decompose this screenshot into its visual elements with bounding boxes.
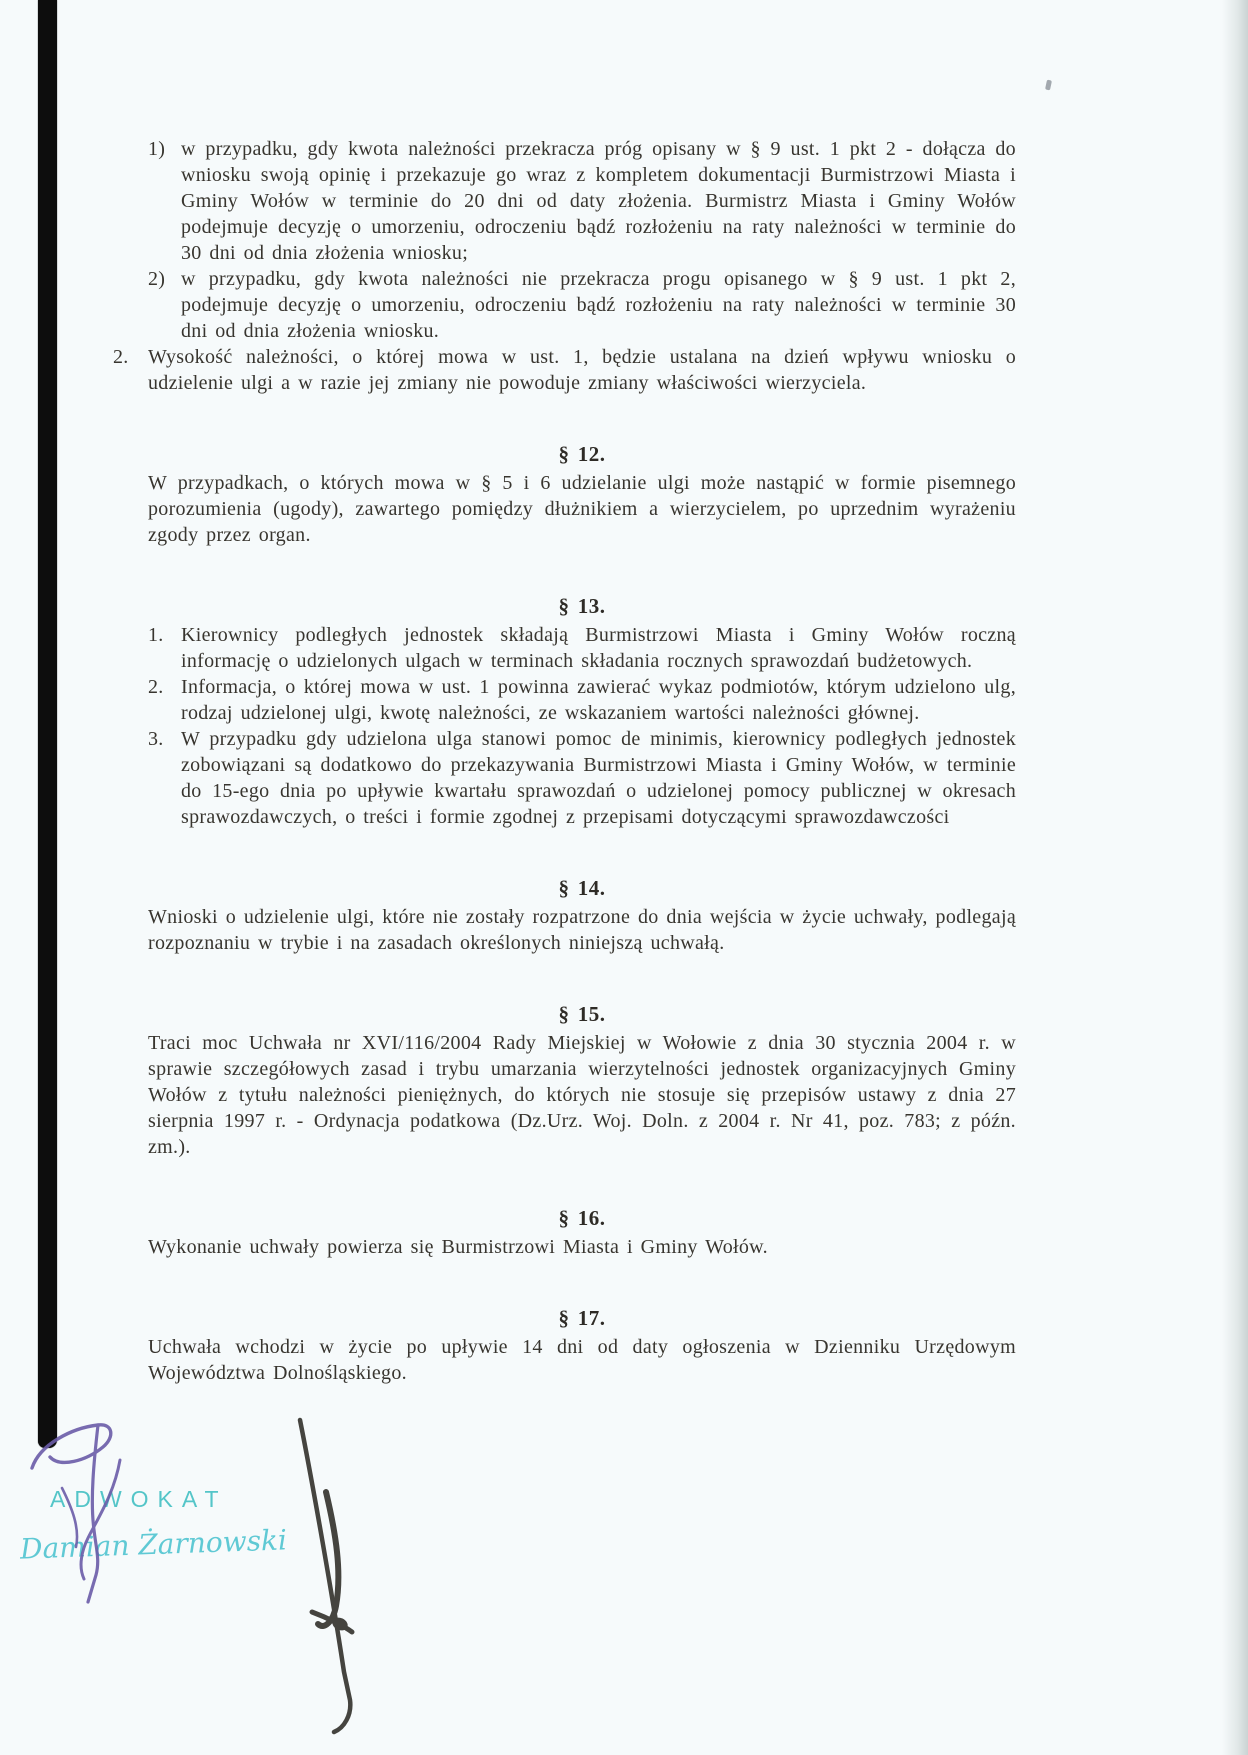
section-heading: § 15. [558, 1002, 606, 1026]
section-heading: § 13. [558, 594, 606, 618]
section-12 [148, 440, 1016, 548]
list-item-text: Kierownicy podległych jednostek składają Burmistrzowi Miasta i Gminy Wołów roczną informację o udzielonych ulgach w terminach składania rocznych sprawozdań budżetowych. [181, 624, 1016, 672]
list-item [148, 674, 1016, 726]
section-15 [148, 1000, 1016, 1160]
section-14 [148, 874, 1016, 956]
ink-fleck-artifact [1045, 80, 1052, 91]
list-item [113, 344, 1016, 396]
list-marker: 3. [148, 728, 164, 750]
section-17 [148, 1304, 1016, 1386]
section-heading: § 14. [558, 876, 606, 900]
list-item [148, 726, 1016, 830]
section-paragraph: Uchwała wchodzi w życie po upływie 14 dni od daty ogłoszenia w Dzienniku Urzędowym Województwa Dolnośląskiego. [148, 1336, 1016, 1384]
section-13 [148, 592, 1016, 830]
document-text-block [113, 136, 1016, 1386]
section-paragraph: Wnioski o udzielenie ulgi, które nie zostały rozpatrzone do dnia wejścia w życie uchwały, podlegają rozpoznaniu w trybie i na zasadach określonych niniejszą uchwałą. [148, 906, 1016, 954]
list-item-text: Informacja, o której mowa w ust. 1 powinna zawierać wykaz podmiotów, którym udzielono ulg, rodzaj udzielonej ulgi, kwotę należności, ze wskazaniem wartości należności głównej. [181, 676, 1016, 724]
list-marker: 2) [148, 268, 166, 290]
handwritten-signature [18, 1402, 168, 1617]
section-heading: § 17. [558, 1306, 606, 1330]
section-paragraph: Wykonanie uchwały powierza się Burmistrzowi Miasta i Gminy Wołów. [148, 1236, 768, 1258]
section-16 [148, 1204, 1016, 1260]
scanner-edge-artifact [38, 0, 57, 1448]
section-paragraph: W przypadkach, o których mowa w § 5 i 6 udzielanie ulgi może nastąpić w formie pisemnego porozumienia (ugody), zawartego pomiędzy dłużnikiem a wierzycielem, po uprzednim wyrażeniu zgody przez organ. [148, 472, 1016, 546]
section-heading: § 12. [558, 442, 606, 466]
list-item-text: Wysokość należności, o której mowa w ust. 1, będzie ustalana na dzień wpływu wniosku o udzielenie ulgi a w razie jej zmiany nie powoduje zmiany właściwości wierzyciela. [148, 346, 1016, 394]
list-item [148, 622, 1016, 674]
list-item [148, 136, 1016, 266]
list-item-text: W przypadku gdy udzielona ulga stanowi pomoc de minimis, kierownicy podległych jednostek zobowiązani są dodatkowo do przekazywania Burmistrzowi Miasta i Gminy Wołów, w terminie do 15-ego dnia po upływie kwartału sprawozdań o udzielonej pomocy publicznej w okresach sprawozdawczych, o treści i formie zgodnej z przepisami dotyczącymi sprawozdawczości [181, 728, 1016, 828]
section-heading: § 16. [558, 1206, 606, 1230]
section-paragraph: Traci moc Uchwała nr XVI/116/2004 Rady Miejskiej w Wołowie z dnia 30 stycznia 2004 r. w sprawie szczegółowych zasad i trybu umarzania wierzytelności jednostek organizacyjnych Gminy Wołów z tytułu należności pieniężnych, do których nie stosuje się przepisów ustawy z dnia 27 sierpnia 1997 r. - Ordynacja podatkowa (Dz.Urz. Woj. Doln. z 2004 r. Nr 41, poz. 783; z późn. zm.). [148, 1032, 1016, 1158]
list-item [148, 266, 1016, 344]
pen-initial-mark [278, 1400, 393, 1745]
list-item-text: w przypadku, gdy kwota należności nie przekracza progu opisanego w § 9 ust. 1 pkt 2, podejmuje decyzję o umorzeniu, odroczeniu bądź rozłożeniu na raty należności w terminie 30 dni od dnia złożenia wniosku. [181, 268, 1016, 342]
list-marker: 1. [148, 624, 164, 646]
stamp-name: Damian Żarnowski [19, 1523, 288, 1566]
list-marker: 2. [148, 676, 164, 698]
list-marker: 1) [148, 138, 166, 160]
stamp-title: ADWOKAT [50, 1486, 228, 1512]
list-marker: 2. [113, 346, 129, 368]
list-item-text: w przypadku, gdy kwota należności przekracza próg opisany w § 9 ust. 1 pkt 2 - dołącza do wniosku swoją opinię i przekazuje go wraz z kompletem dokumentacji Burmistrzowi Miasta i Gminy Wołów w terminie do 20 dni od daty złożenia. Burmistrz Miasta i Gminy Wołów podejmuje decyzję o umorzeniu, odroczeniu bądź rozłożeniu na raty należności w terminie do 30 dni od dnia złożenia wniosku; [181, 138, 1016, 264]
